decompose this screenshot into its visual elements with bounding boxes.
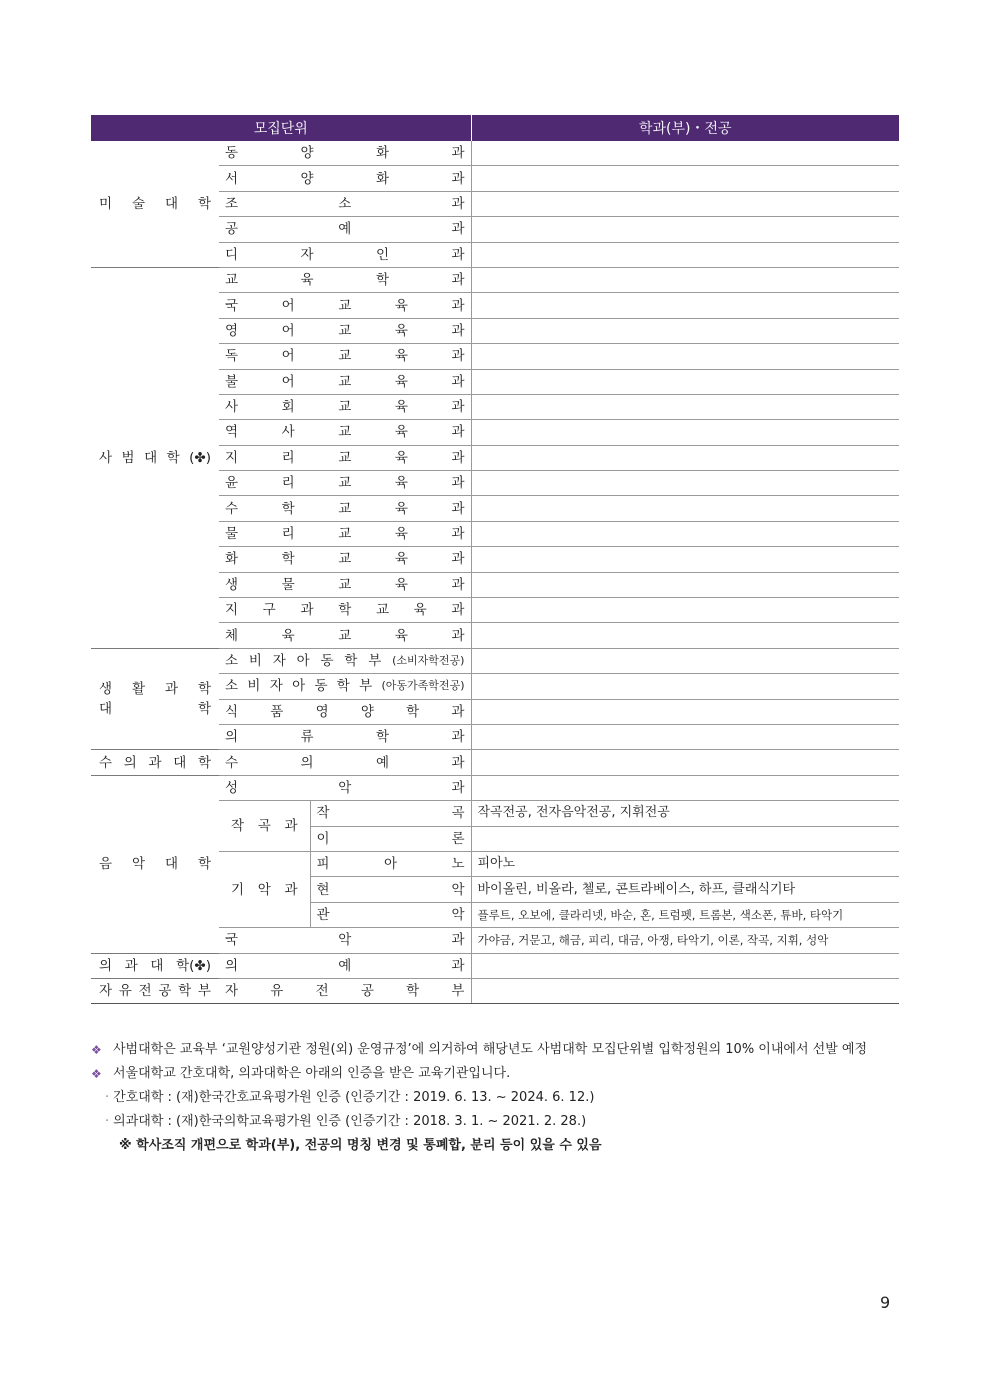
char: 학: [336, 678, 350, 695]
char: 과: [451, 322, 465, 339]
table-row: [91, 267, 899, 292]
char: 화: [375, 170, 390, 187]
note-1: [91, 1038, 891, 1062]
department-name: [219, 217, 471, 242]
major-list: [471, 699, 899, 724]
department-name: [219, 445, 471, 470]
char: 과: [451, 475, 465, 492]
char: 과: [451, 729, 465, 746]
major-list: [471, 166, 899, 191]
char: 부: [368, 653, 382, 669]
char: 품: [270, 703, 284, 720]
char: 소: [225, 653, 239, 669]
char: 생: [99, 681, 113, 698]
char: 과: [451, 932, 465, 949]
char: 리: [281, 475, 295, 492]
major-list: [471, 293, 899, 318]
char: 학: [406, 703, 420, 720]
major-list: [471, 674, 899, 699]
major-list: 가야금, 거문고, 해금, 피리, 대금, 아쟁, 타악기, 이론, 작곡, 지휘, 성악: [471, 928, 899, 953]
char: 과: [451, 145, 465, 162]
char: 과: [148, 754, 162, 771]
char: 범: [121, 449, 135, 466]
char: 교: [338, 475, 352, 492]
char: 교: [338, 500, 352, 517]
table-row: [91, 978, 899, 1003]
department-name: [219, 191, 471, 216]
char: 과: [451, 170, 465, 187]
char: 부: [197, 983, 211, 1000]
char: 학: [197, 701, 211, 718]
char: 교: [338, 424, 352, 441]
note-text: 서울대학교 간호대학, 의과대학은 아래의 인증을 받은 교육기관입니다.: [113, 1066, 511, 1081]
major-list: [471, 471, 899, 496]
char: 부: [359, 678, 373, 695]
department-name: [219, 369, 471, 394]
department-name: [219, 978, 471, 1003]
major-list: [471, 369, 899, 394]
note-4: [91, 1110, 891, 1134]
char: 생: [225, 576, 239, 593]
char: 악: [338, 932, 352, 949]
char: 학(✤): [176, 957, 211, 974]
char: 의: [99, 957, 113, 974]
char: 부: [451, 983, 465, 1000]
department-name: [219, 928, 471, 953]
char: 영: [315, 703, 329, 720]
char: 과: [284, 818, 298, 835]
char: 양: [300, 145, 314, 162]
char: 수: [225, 754, 239, 771]
char: 화: [375, 145, 390, 162]
note-text: 간호대학 : (재)한국간호교육평가원 인증 (인증기간 : 2019. 6. 13. ~ 2024. 6. 12.): [113, 1090, 595, 1105]
diamond-bullet-icon: ❖: [91, 1067, 102, 1081]
char: 어: [281, 348, 295, 365]
char: 리: [281, 449, 295, 466]
char: 사: [225, 399, 239, 416]
table-row: [91, 141, 899, 166]
char: 자: [269, 678, 283, 695]
department-name: [219, 623, 471, 648]
char: 과: [164, 681, 179, 698]
department-name: [219, 699, 471, 724]
char: 어: [281, 322, 295, 339]
department-name: [219, 547, 471, 572]
char: 사: [99, 449, 113, 466]
char: 동: [314, 678, 328, 695]
major-list: [471, 826, 899, 851]
department-name: [219, 572, 471, 597]
char: 자: [99, 983, 113, 1000]
char: 과: [451, 246, 465, 263]
char: 학: [166, 449, 180, 466]
char: 학: [197, 681, 211, 698]
char: 육: [394, 348, 408, 365]
char: 교: [338, 373, 352, 390]
char: 국: [225, 932, 239, 949]
char: 성: [225, 779, 239, 796]
char: 술: [131, 195, 146, 212]
department-name: [310, 902, 471, 927]
header-unit: 모집단위: [91, 115, 471, 141]
char: 수: [99, 754, 113, 771]
char: 학: [344, 653, 358, 669]
major-list: [471, 191, 899, 216]
char: 육: [394, 297, 408, 314]
char: 과: [451, 449, 465, 466]
char: 과: [451, 779, 465, 796]
char: 디: [225, 246, 239, 263]
char: 악: [451, 881, 465, 898]
char: 과: [451, 348, 465, 365]
char: 과: [451, 754, 465, 771]
note-2: [91, 1062, 891, 1086]
char: 육: [394, 399, 408, 416]
char: 관: [316, 906, 330, 923]
char: 과: [451, 373, 465, 390]
char: 교: [338, 322, 352, 339]
char: 회: [281, 399, 295, 416]
major-list: [471, 394, 899, 419]
char: 독: [225, 348, 239, 365]
department-name: [219, 648, 471, 673]
char: 조: [225, 195, 239, 212]
char: 교: [338, 297, 352, 314]
department-name: [219, 318, 471, 343]
char: 사: [281, 424, 295, 441]
college-name: [91, 267, 219, 648]
char: 소: [338, 195, 352, 212]
char: 류: [300, 729, 314, 746]
char: 육: [394, 627, 408, 644]
char: 유: [270, 983, 284, 1000]
char: 과: [300, 602, 314, 619]
char: 과: [451, 424, 465, 441]
char: 곡: [451, 805, 465, 822]
major-list: [471, 572, 899, 597]
char: 과: [124, 957, 138, 974]
char: 체: [225, 627, 239, 644]
char: 악: [451, 906, 465, 923]
department-name: [219, 166, 471, 191]
note-text: 사범대학은 교육부 ‘교원양성기관 정원(외) 운영규정’에 의거하여 해당년도 사범대학 모집단위별 입학정원의 10% 이내에서 선발 예정: [113, 1042, 868, 1057]
char: 지: [225, 602, 239, 619]
char: 대: [164, 195, 179, 212]
char: 과: [451, 602, 465, 619]
department-name: [219, 953, 471, 978]
char: 영: [225, 322, 239, 339]
major-list: [471, 547, 899, 572]
major-list: [471, 623, 899, 648]
char: 전: [315, 983, 329, 1000]
char: 학: [197, 195, 211, 212]
char: 과: [284, 881, 298, 898]
department-name: [310, 801, 471, 826]
major-list: [471, 344, 899, 369]
char: 육: [394, 500, 408, 517]
char: 소: [225, 678, 239, 695]
char: 어: [281, 297, 295, 314]
char: 기: [231, 881, 245, 898]
dot-icon: ·: [105, 1114, 110, 1129]
char: 의: [225, 729, 239, 746]
char: 자: [225, 983, 239, 1000]
char: 어: [281, 373, 295, 390]
char: 역: [225, 424, 239, 441]
major-list: [471, 242, 899, 267]
char: 자: [300, 246, 314, 263]
major-list: 작곡전공, 전자음악전공, 지휘전공: [471, 801, 899, 826]
char: 양: [300, 170, 314, 187]
char: 미: [99, 195, 113, 212]
college-name: [91, 141, 219, 267]
char: 과: [451, 627, 465, 644]
char: 학: [281, 500, 295, 517]
char: 공: [360, 983, 374, 1000]
char: 육: [394, 373, 408, 390]
char: 피: [316, 856, 330, 873]
char: 의: [123, 754, 137, 771]
char: 식: [225, 703, 239, 720]
char: 과: [451, 551, 465, 568]
char: 리: [281, 526, 295, 543]
dot-icon: ·: [105, 1090, 110, 1105]
major-list: [471, 978, 899, 1003]
char: 공: [225, 221, 239, 238]
char: (아동가족학전공): [381, 679, 465, 693]
char: 전: [138, 983, 152, 1000]
char: 유: [118, 983, 132, 1000]
char: 학: [281, 551, 295, 568]
char: 예: [375, 754, 390, 771]
char: 예: [338, 957, 352, 974]
char: 육: [394, 576, 408, 593]
char: 구: [262, 602, 276, 619]
department-name: [219, 775, 471, 800]
char: 육: [281, 627, 295, 644]
major-list: 피아노: [471, 851, 899, 876]
table-header: [91, 115, 899, 141]
char: 육: [394, 526, 408, 543]
table-row: [91, 953, 899, 978]
header-dept: 학과(부)・전공: [471, 115, 899, 141]
major-list: 플루트, 오보에, 클라리넷, 바순, 혼, 트럼펫, 트롬본, 색소폰, 튜바, 타악기: [471, 902, 899, 927]
major-list: [471, 521, 899, 546]
char: 학: [375, 729, 390, 746]
char: 윤: [225, 475, 239, 492]
major-list: [471, 496, 899, 521]
char: 노: [451, 856, 465, 873]
char: 곡: [257, 818, 271, 835]
char: 악: [338, 779, 352, 796]
char: 학: [197, 754, 211, 771]
char: 작: [231, 818, 245, 835]
department-name: [219, 674, 471, 699]
major-list: [471, 217, 899, 242]
char: 양: [360, 703, 374, 720]
char: 동: [225, 145, 239, 162]
char: 육: [394, 449, 408, 466]
department-name: [219, 521, 471, 546]
char: 이: [316, 830, 330, 847]
char: 교: [338, 576, 352, 593]
char: 교: [338, 627, 352, 644]
major-list: 바이올린, 비올라, 첼로, 콘트라베이스, 하프, 클래식기타: [471, 877, 899, 902]
char: 동: [320, 653, 334, 669]
char: 육: [413, 602, 427, 619]
char: 과: [451, 957, 465, 974]
char: 과: [451, 221, 465, 238]
department-name: [219, 420, 471, 445]
char: 교: [338, 348, 352, 365]
college-name: [91, 648, 219, 750]
char: 악: [257, 881, 271, 898]
char: 악: [131, 856, 146, 873]
department-name: [219, 293, 471, 318]
table-row: [91, 750, 899, 775]
major-list: [471, 445, 899, 470]
char: 작: [316, 805, 330, 822]
char: 대: [173, 754, 187, 771]
major-list: [471, 318, 899, 343]
char: 아: [296, 653, 310, 669]
char: 학: [178, 983, 192, 1000]
char: 지: [225, 449, 239, 466]
note-warning: ※ 학사조직 개편으로 학과(부), 전공의 명칭 변경 및 통폐합, 분리 등이 있을 수 있음: [119, 1138, 602, 1153]
char: 육: [394, 551, 408, 568]
char: 과: [451, 297, 465, 314]
department-name: [310, 877, 471, 902]
department-name: [310, 851, 471, 876]
char: 의: [300, 754, 314, 771]
major-list: [471, 953, 899, 978]
char: 물: [281, 576, 295, 593]
char: 학: [375, 272, 390, 289]
char: 불: [225, 373, 239, 390]
char: 의: [225, 957, 239, 974]
char: 과: [451, 500, 465, 517]
char: (✤): [189, 449, 211, 466]
department-name: [219, 141, 471, 166]
department-name: [219, 471, 471, 496]
page-number: 9: [880, 1293, 891, 1312]
notes: [91, 1038, 891, 1158]
char: 수: [225, 500, 239, 517]
major-list: [471, 598, 899, 623]
department-name: [219, 750, 471, 775]
recruitment-table: [91, 115, 899, 1004]
char: 학: [406, 983, 420, 1000]
department-name: [219, 496, 471, 521]
char: 교: [338, 526, 352, 543]
major-list: [471, 724, 899, 749]
major-list: [471, 267, 899, 292]
char: 육: [300, 272, 314, 289]
char: 육: [394, 322, 408, 339]
char: 교: [338, 399, 352, 416]
char: 과: [451, 526, 465, 543]
char: 예: [338, 221, 352, 238]
college-name: [91, 978, 219, 1003]
char: 교: [225, 272, 239, 289]
char: 대: [164, 856, 179, 873]
char: 과: [451, 399, 465, 416]
major-list: [471, 750, 899, 775]
college-name: [91, 953, 219, 978]
char: 과: [451, 195, 465, 212]
music-subdivision: [219, 851, 310, 927]
char: 음: [99, 856, 113, 873]
char: 활: [131, 681, 146, 698]
char: 비: [248, 653, 262, 669]
char: 학: [338, 602, 352, 619]
char: 물: [225, 526, 239, 543]
department-name: [219, 242, 471, 267]
char: 인: [375, 246, 390, 263]
char: 과: [451, 576, 465, 593]
char: 교: [338, 551, 352, 568]
char: 교: [375, 602, 389, 619]
department-name: [219, 267, 471, 292]
char: 육: [394, 424, 408, 441]
char: 아: [383, 856, 398, 873]
char: 화: [225, 551, 239, 568]
char: 학: [197, 856, 211, 873]
note-3: [91, 1086, 891, 1110]
department-name: [219, 344, 471, 369]
major-list: [471, 648, 899, 673]
major-list: [471, 775, 899, 800]
major-list: [471, 420, 899, 445]
char: 대: [99, 701, 113, 718]
major-list: [471, 141, 899, 166]
music-subdivision: [219, 801, 310, 852]
department-name: [219, 394, 471, 419]
department-name: [219, 724, 471, 749]
char: 서: [225, 170, 239, 187]
college-name: [91, 775, 219, 953]
char: 공: [158, 983, 172, 1000]
char: 대: [144, 449, 158, 466]
char: 자: [272, 653, 286, 669]
char: 현: [316, 881, 330, 898]
char: 대: [150, 957, 164, 974]
char: 과: [451, 272, 465, 289]
char: 비: [247, 678, 261, 695]
diamond-bullet-icon: ❖: [91, 1043, 102, 1057]
table-row: [91, 775, 899, 800]
department-name: [310, 826, 471, 851]
char: 론: [451, 830, 465, 847]
char: 국: [225, 297, 239, 314]
college-name: [91, 750, 219, 775]
char: 교: [338, 449, 352, 466]
char: 육: [394, 475, 408, 492]
char: 아: [292, 678, 306, 695]
table-row: [91, 648, 899, 673]
char: 과: [451, 703, 465, 720]
note-text: 의과대학 : (재)한국의학교육평가원 인증 (인증기간 : 2018. 3. 1. ~ 2021. 2. 28.): [113, 1114, 587, 1129]
char: (소비자학전공): [392, 654, 465, 667]
department-name: [219, 598, 471, 623]
